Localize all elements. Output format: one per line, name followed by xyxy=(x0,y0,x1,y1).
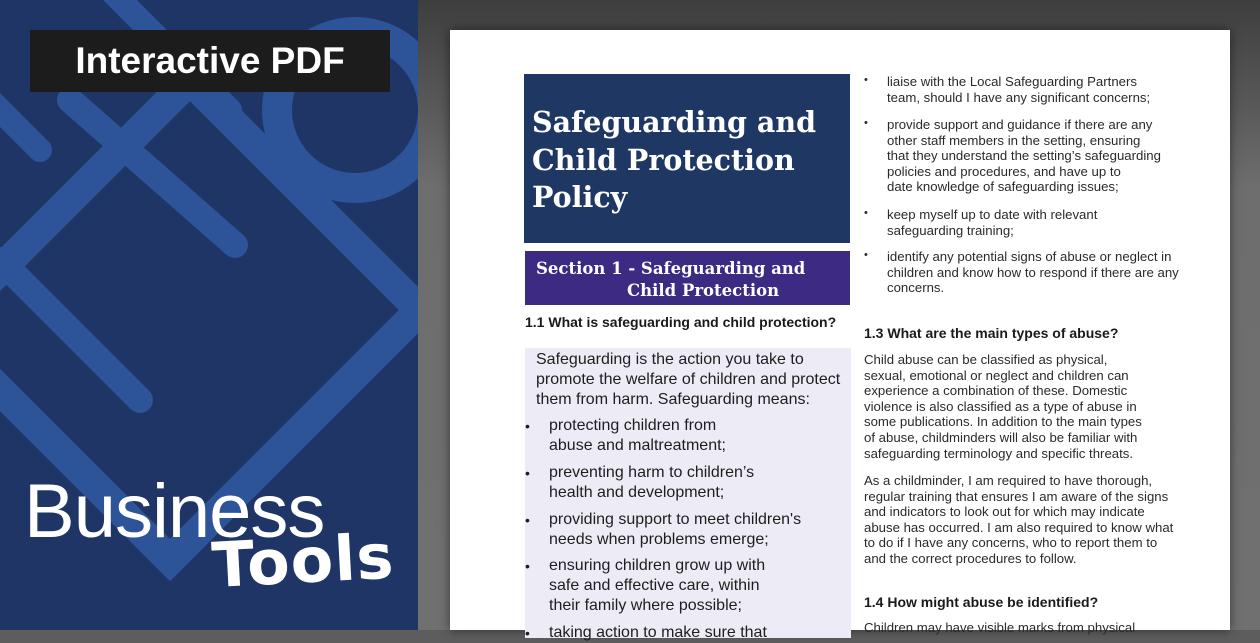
heading-1-1: 1.1 What is safeguarding and child protection? xyxy=(525,314,837,330)
definition-intro: Safeguarding is the action you take to promote the welfare of children and protect them from harm. Safeguarding means: xyxy=(536,351,841,408)
paragraph-training: As a childminder, I am required to have thorough, regular training that ensures I am aware of the signs and indicators to look out for which may indicate abuse has occurred. I am also required to know what to do if I have any concerns, who to report them to and the correct procedures to follow. xyxy=(864,473,1174,566)
responsibility-item: • keep myself up to date with relevant safeguarding training; xyxy=(864,207,1098,238)
interactive-pdf-badge: Interactive PDF xyxy=(30,30,390,92)
heading-1-4: 1.4 How might abuse be identified? xyxy=(864,594,1099,610)
definition-item: • providing support to meet children's needs when problems emerge; xyxy=(525,511,802,548)
definition-item: • taking action to make sure that xyxy=(525,624,767,641)
document-title: Safeguarding and Child Protection Policy xyxy=(532,105,817,214)
responsibility-item: • liaise with the Local Safeguarding Partners team, should I have any significant concerns; xyxy=(864,74,1151,105)
brand-tools: Tools xyxy=(210,519,397,603)
brand-business: Business xyxy=(24,469,325,554)
definition-item: • preventing harm to children’s health and development; xyxy=(525,464,755,501)
responsibility-item: • identify any potential signs of abuse or neglect in children and know how to respond if there are any concerns. xyxy=(864,249,1179,296)
definition-item: • protecting children from abuse and maltreatment; xyxy=(525,417,726,454)
section-heading: Section 1 - Safeguarding and Child Protection xyxy=(525,251,850,305)
definition-item: • ensuring children grow up with safe and effective care, within their family where possible; xyxy=(525,557,766,614)
paragraph-abuse-types: Child abuse can be classified as physical, sexual, emotional or neglect and children can experience a combination of these. Domestic violence is also classified as a type of abuse in some publications. In addition to the main types of abuse, childminders will also be familiar with safeguarding terminology and specific threats. xyxy=(864,352,1142,461)
responsibility-item: • provide support and guidance if there are any other staff members in the setting, ensuring that they understand the setting’s safeguarding policies and procedures, and have up to date knowledge of safeguarding issues; xyxy=(864,117,1161,195)
heading-1-3: 1.3 What are the main types of abuse? xyxy=(864,325,1119,341)
promo-panel xyxy=(0,0,418,630)
document-page xyxy=(450,30,1230,641)
paragraph-identification: Children may have visible marks from physical xyxy=(864,620,1136,635)
title-block xyxy=(524,74,850,243)
